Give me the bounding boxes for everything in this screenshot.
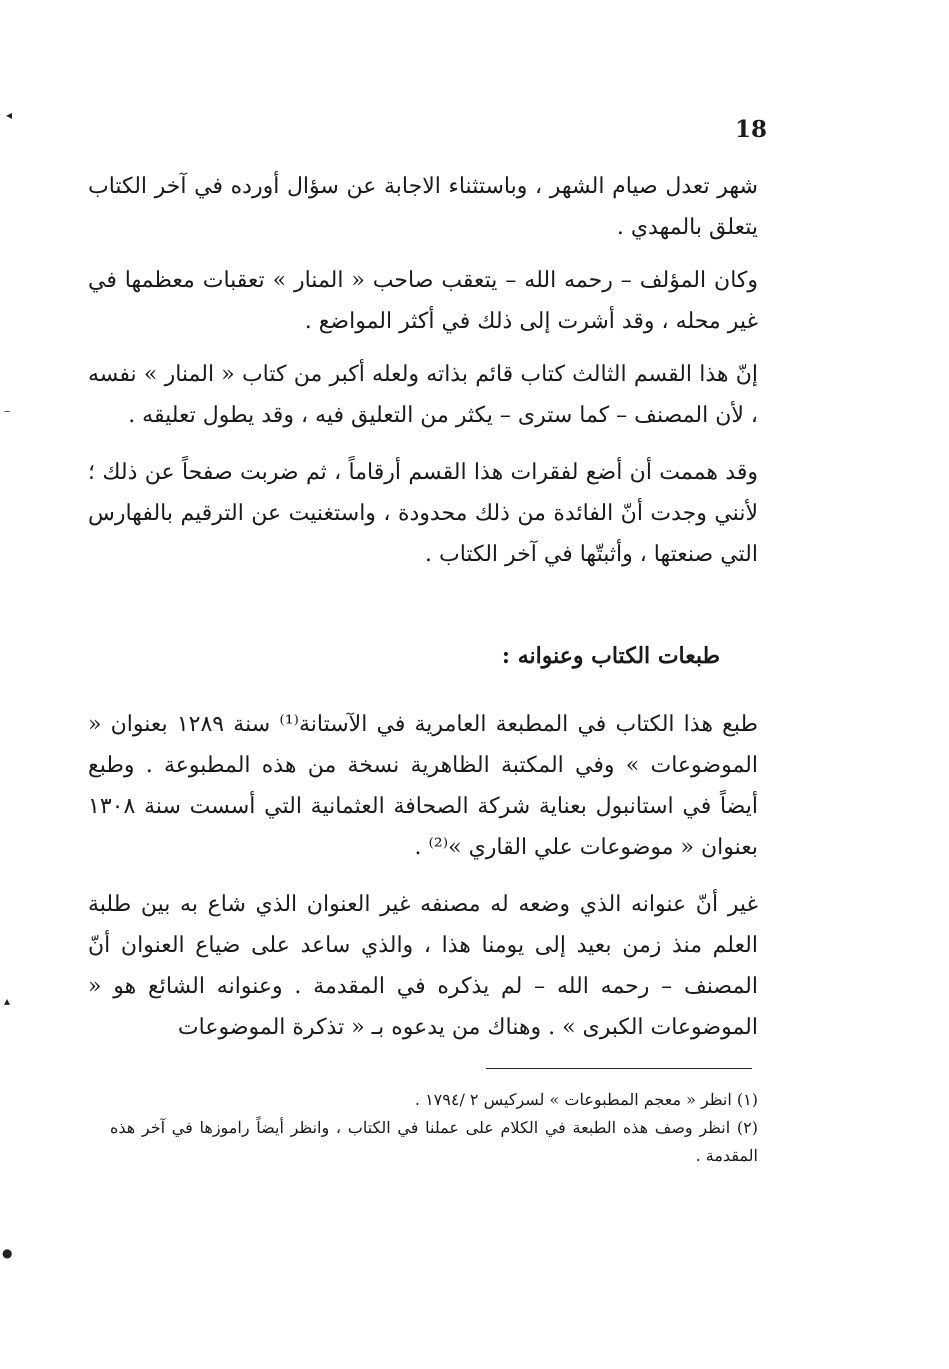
paragraph-3 bbox=[88, 354, 758, 436]
paragraph-1-text: شهر تعدل صيام الشهر ، وباستثناء الاجابة عن سؤال أورده في آخر الكتاب يتعلق بالمهدي . bbox=[88, 174, 758, 240]
paragraph-2 bbox=[88, 260, 758, 342]
scan-mark-icon: ◂ bbox=[6, 108, 13, 122]
footnotes bbox=[110, 1086, 758, 1170]
scan-mark-icon: ▴ bbox=[4, 994, 11, 1008]
footnote-1: (١) انظر « معجم المطبوعات » لسركيس ٢ /١٧٩٤ . bbox=[414, 1090, 758, 1109]
paragraph-3-text: إنّ هذا القسم الثالث كتاب قائم بذاته ولعله أكبر من كتاب « المنار » نفسه ، لأن المصنف – كما سترى – يكثر من التعليق فيه ، وقد يطول تعليقه . bbox=[88, 362, 758, 428]
section-paragraph-2-text: غير أنّ عنوانه الذي وضعه له مصنفه غير العنوان الذي شاع به بين طلبة العلم منذ زمن بعيد إلى يومنا هذا ، والذي ساعد على ضياع العنوان أنّ المصنف – رحمه الله – لم يذكره في المقدمة . وعنوانه الشائع هو « الموضوعات الكبرى » . وهناك من يدعوه بـ « تذكرة الموضوعات bbox=[88, 892, 758, 1040]
section-paragraph-1-text: طبع هذا الكتاب في المطبعة العامرية في الآستانة⁽¹⁾ سنة ١٢٨٩ بعنوان « الموضوعات » وفي المكتبة الظاهرية نسخة من هذه المطبوعة . وطبع أيضاً في استانبول بعناية شركة الصحافة العثمانية التي أسست سنة ١٣٠٨ بعنوان « موضوعات علي القاري »⁽²⁾ . bbox=[88, 712, 758, 860]
paragraph-1 bbox=[88, 166, 758, 248]
section-paragraph-2 bbox=[88, 884, 758, 1048]
paragraph-2-text: وكان المؤلف – رحمه الله – يتعقب صاحب « المنار » تعقبات معظمها في غير محله ، وقد أشرت إلى ذلك في أكثر المواضع . bbox=[88, 268, 758, 334]
footnote-2: (٢) انظر وصف هذه الطبعة في الكلام على عملنا في الكتاب ، وانظر أيضاً راموزها في آخر هذه المقدمة . bbox=[110, 1118, 758, 1165]
page-number: 18 bbox=[735, 116, 768, 143]
section-paragraph-1 bbox=[88, 704, 758, 868]
scan-mark-icon: ● bbox=[2, 1246, 13, 1260]
paragraph-4-text: وقد هممت أن أضع لفقرات هذا القسم أرقاماً ، ثم ضربت صفحاً عن ذلك ؛ لأنني وجدت أنّ الفائدة من ذلك محدودة ، واستغنيت عن الترقيم بالفهارس التي صنعتها ، وأثبتّها في آخر الكتاب . bbox=[88, 460, 758, 567]
section-heading: طبعات الكتاب وعنوانه : bbox=[501, 643, 720, 669]
paragraph-4 bbox=[88, 452, 758, 575]
footnote-divider bbox=[486, 1068, 752, 1069]
scan-mark-icon: – bbox=[4, 404, 10, 418]
